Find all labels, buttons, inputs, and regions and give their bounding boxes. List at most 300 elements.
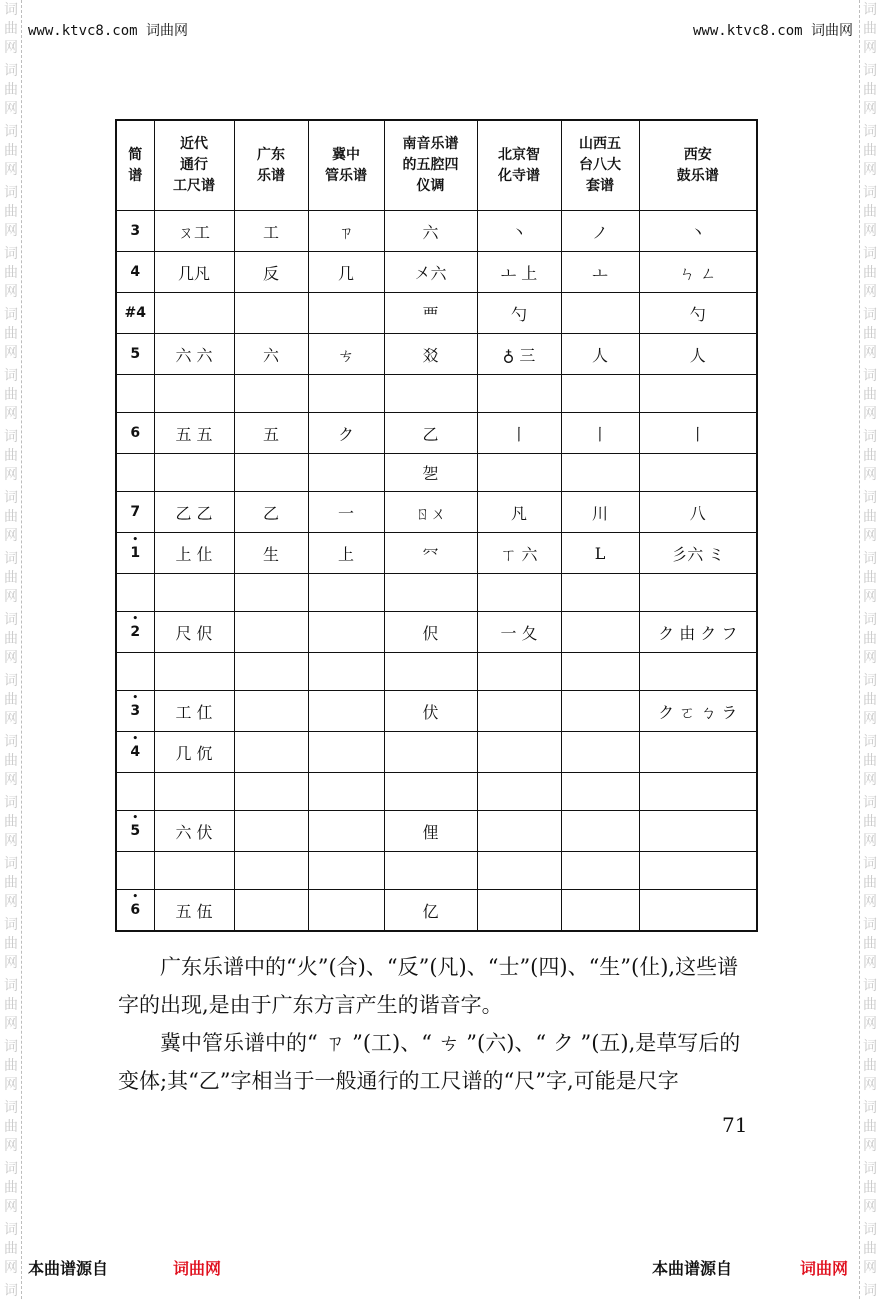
paragraph-1: 广东乐谱中的“火”(合)、“反”(凡)、“士”(四)、“生”(仩),这些谱字的出现,是由于广东方言产生的谐音字。 [118,955,739,1017]
watermark-char: 词 [863,856,877,872]
watermark-char: 词 [863,246,877,262]
watermark-char: 网 [4,589,18,605]
notation-cell [384,852,477,890]
notation-cell [154,574,234,612]
notation-cell [234,852,308,890]
watermark-char: 曲 [4,1119,18,1135]
watermark-char: 网 [863,162,877,178]
watermark-char: 曲 [863,753,877,769]
watermark-char: 网 [4,284,18,300]
jianpu-note: • 6 [130,902,140,918]
table-row [116,293,757,334]
notation-cell [561,852,639,890]
notation-cell: 丨 [639,413,757,454]
notation-cell [639,574,757,612]
watermark-char: 词 [863,1039,877,1055]
watermark-char: 网 [4,101,18,117]
notation-cell [234,732,308,773]
watermark-char: 曲 [4,21,18,37]
notation-cell: 五 [234,413,308,454]
watermark-char: 曲 [863,204,877,220]
table-row [116,413,757,454]
watermark-char: 曲 [4,509,18,525]
watermark-char: 曲 [4,570,18,586]
notation-cell: 亿 [384,890,477,932]
watermark-char: 曲 [863,326,877,342]
table-row [116,732,757,773]
watermark-char: 网 [4,650,18,666]
right-watermark-strip [859,0,881,1299]
notation-cell: 㓁 [384,533,477,574]
notation-cell: 生 [234,533,308,574]
notation-cell: ㄖㄨ [384,492,477,533]
watermark-char: 词 [4,63,18,79]
notation-cell [308,773,384,811]
watermark-char: 曲 [863,1119,877,1135]
watermark-char: 网 [863,345,877,361]
table-row [116,533,757,574]
column-header: 近代 通行 工尺谱 [154,120,234,211]
watermark-char: 词 [4,1100,18,1116]
watermark-char: 网 [4,528,18,544]
notation-cell: 丶 [639,211,757,252]
notation-cell [384,375,477,413]
jianpu-note-cell [116,691,154,732]
watermark-char: 词 [4,612,18,628]
notation-cell [154,852,234,890]
notation-cell [234,691,308,732]
notation-cell: 勺 [477,293,561,334]
watermark-char: 网 [4,1016,18,1032]
watermark-char: 网 [4,345,18,361]
watermark-char: 曲 [863,509,877,525]
watermark-char: 网 [863,894,877,910]
watermark-char: 词 [863,1283,877,1299]
notation-cell [154,773,234,811]
watermark-char: 网 [4,955,18,971]
table-row [116,252,757,293]
notation-cell [234,293,308,334]
watermark-char: 曲 [4,753,18,769]
jianpu-note-cell [116,533,154,574]
notation-cell: 俚 [384,811,477,852]
watermark-char: 曲 [863,387,877,403]
watermark-char: 曲 [863,21,877,37]
watermark-char: 曲 [4,692,18,708]
jianpu-note-cell [116,852,154,890]
notation-cell: 乙 [234,492,308,533]
notation-cell [561,612,639,653]
jianpu-note: • 4 [130,744,140,760]
notation-cell: 几凡 [154,252,234,293]
watermark-char: 词 [863,1161,877,1177]
watermark-char: 网 [4,223,18,239]
column-header: 简 谱 [116,120,154,211]
notation-cell: 人 [639,334,757,375]
header-left-site: 词曲网 [146,23,189,39]
watermark-char: 网 [4,406,18,422]
table-row [116,691,757,732]
watermark-char: 网 [863,284,877,300]
watermark-char: 网 [4,1077,18,1093]
watermark-char: 网 [4,162,18,178]
jianpu-note-cell [116,574,154,612]
notation-cell: ㅗ 上 [477,252,561,293]
watermark-char: 词 [863,429,877,445]
watermark-char: 网 [863,1260,877,1276]
left-dashed-divider [21,0,22,1299]
watermark-char: 词 [863,673,877,689]
footer-site-right[interactable]: 词曲网 [800,1259,849,1278]
watermark-char: 网 [863,406,877,422]
notation-cell: 㐅六 [384,252,477,293]
watermark-char: 网 [863,711,877,727]
notation-cell: 丶 [477,211,561,252]
notation-cell: 凡 [477,492,561,533]
watermark-char: 词 [4,1161,18,1177]
notation-cell [308,811,384,852]
watermark-char: 词 [863,2,877,18]
notation-cell: 几 伔 [154,732,234,773]
notation-cell [639,375,757,413]
notation-cell: ク 由 ク フ [639,612,757,653]
notation-cell: 川 [561,492,639,533]
watermark-char: 网 [863,1199,877,1215]
notation-cell: 㸚 [384,334,477,375]
notation-comparison-table [115,119,758,932]
table-row [116,773,757,811]
notation-cell: 六 伏 [154,811,234,852]
notation-cell: 六 [234,334,308,375]
notation-cell: 五 伍 [154,890,234,932]
watermark-char: 词 [863,368,877,384]
watermark-char: 曲 [4,204,18,220]
notation-cell [639,852,757,890]
notation-cell [234,375,308,413]
notation-cell: 人 [561,334,639,375]
header-right-site: 词曲网 [811,23,853,39]
jianpu-note-cell [116,773,154,811]
watermark-char: 词 [863,185,877,201]
jianpu-note-cell [116,732,154,773]
notation-cell [639,773,757,811]
watermark-char: 词 [4,2,18,18]
notation-cell: 五 五 [154,413,234,454]
footer-site-left[interactable]: 词曲网 [173,1259,222,1278]
jianpu-note: 7 [130,504,141,520]
watermark-char: 词 [4,673,18,689]
watermark-char: 曲 [863,936,877,952]
notation-cell [561,890,639,932]
notation-cell [234,574,308,612]
notation-cell [154,293,234,334]
notation-cell: 伏 [384,691,477,732]
jianpu-note-cell [116,890,154,932]
notation-cell [477,454,561,492]
notation-cell [561,574,639,612]
notation-cell: 工 仜 [154,691,234,732]
notation-cell: 六 六 [154,334,234,375]
watermark-char: 词 [863,917,877,933]
header-right [693,20,853,40]
watermark-char: 词 [863,490,877,506]
watermark-char: 网 [863,955,877,971]
notation-cell: 六 [384,211,477,252]
watermark-char: 词 [4,185,18,201]
notation-cell [477,574,561,612]
watermark-char: 曲 [863,448,877,464]
watermark-char: 网 [863,1016,877,1032]
notation-cell [234,890,308,932]
jianpu-note: 6 [130,425,141,441]
column-header: 冀中 管乐谱 [308,120,384,211]
watermark-char: 曲 [863,1180,877,1196]
notation-cell [561,732,639,773]
notation-cell [234,454,308,492]
table-row [116,454,757,492]
watermark-char: 词 [863,612,877,628]
watermark-char: 曲 [4,326,18,342]
watermark-char: 词 [4,429,18,445]
watermark-char: 词 [4,246,18,262]
table-row [116,375,757,413]
watermark-char: 曲 [4,82,18,98]
watermark-char: 曲 [863,82,877,98]
notation-cell: 上 [308,533,384,574]
watermark-char: 曲 [4,387,18,403]
notation-cell: 反 [234,252,308,293]
watermark-char: 网 [863,467,877,483]
notation-cell: ㄒ 六 [477,533,561,574]
column-header: 北京智 化寺谱 [477,120,561,211]
watermark-char: 曲 [4,448,18,464]
footer-source-label-left: 本曲谱源自 [28,1259,109,1278]
watermark-char: 网 [4,1199,18,1215]
jianpu-note: • 1 [130,545,140,561]
watermark-char: 词 [4,856,18,872]
notation-cell [639,811,757,852]
jianpu-note: 5 [130,346,141,362]
watermark-char: 网 [863,528,877,544]
notation-cell [308,653,384,691]
jianpu-note: • 5 [130,823,140,839]
notation-cell: 勺 [639,293,757,334]
watermark-char: 曲 [863,997,877,1013]
watermark-char: 曲 [4,265,18,281]
table-row [116,211,757,252]
watermark-char: 网 [863,223,877,239]
header-right-url: www.ktvc8.com [692,23,803,39]
jianpu-note: • 3 [130,703,140,719]
notation-cell [308,375,384,413]
watermark-char: 词 [863,734,877,750]
watermark-char: 曲 [4,1058,18,1074]
watermark-char: 网 [4,894,18,910]
jianpu-note-cell [116,293,154,334]
notation-cell [477,375,561,413]
header-left-url: www.ktvc8.com [28,23,138,39]
notation-cell: 覀 [384,293,477,334]
notation-cell [477,691,561,732]
column-header: 西安 鼓乐谱 [639,120,757,211]
notation-cell: ㄗ [308,211,384,252]
watermark-char: 网 [4,772,18,788]
notation-cell [561,653,639,691]
notation-cell: 丨 [477,413,561,454]
jianpu-note: 3 [130,223,141,239]
jianpu-note: 4 [130,264,141,280]
jianpu-note-cell [116,492,154,533]
column-header: 山西五 台八大 套谱 [561,120,639,211]
watermark-char: 曲 [4,631,18,647]
jianpu-note: #4 [124,305,146,321]
watermark-char: 曲 [863,631,877,647]
jianpu-note-cell [116,252,154,293]
notation-cell [477,653,561,691]
watermark-char: 网 [863,833,877,849]
notation-cell [308,454,384,492]
notation-cell: 一 夂 [477,612,561,653]
notation-cell [234,773,308,811]
notation-cell: ㄘ [308,334,384,375]
watermark-char: 词 [4,551,18,567]
jianpu-note-cell [116,375,154,413]
watermark-char: 曲 [4,143,18,159]
watermark-char: 词 [863,551,877,567]
jianpu-note-cell [116,811,154,852]
watermark-char: 词 [863,307,877,323]
notation-cell: ㅗ [561,252,639,293]
notation-cell: 八 [639,492,757,533]
notation-cell: 一 [308,492,384,533]
notation-cell: 乫 [384,454,477,492]
watermark-char: 词 [863,124,877,140]
notation-cell [308,293,384,334]
table-row [116,492,757,533]
notation-cell: 上 仩 [154,533,234,574]
notation-cell [384,653,477,691]
notation-cell [384,574,477,612]
notation-cell: ㄡ工 [154,211,234,252]
table-row [116,334,757,375]
notation-cell: 彡六 ミ [639,533,757,574]
watermark-char: 词 [4,917,18,933]
notation-cell [308,691,384,732]
notation-cell [154,454,234,492]
watermark-char: 曲 [4,997,18,1013]
page-number: 71 [722,1113,748,1137]
notation-cell [561,454,639,492]
right-dashed-divider [859,0,860,1299]
table-header-row [116,120,757,211]
watermark-char: 曲 [863,814,877,830]
jianpu-note-cell [116,211,154,252]
watermark-char: 曲 [4,875,18,891]
notation-cell [477,732,561,773]
watermark-char: 曲 [863,1241,877,1257]
notation-cell [561,773,639,811]
watermark-char: 网 [863,1138,877,1154]
table-row [116,890,757,932]
watermark-char: 词 [4,490,18,506]
watermark-char: 词 [4,1222,18,1238]
notation-cell: 几 [308,252,384,293]
watermark-char: 曲 [863,1058,877,1074]
notation-cell [477,811,561,852]
watermark-char: 词 [863,1100,877,1116]
watermark-char: 曲 [863,570,877,586]
watermark-char: 词 [863,795,877,811]
notation-cell [154,653,234,691]
jianpu-note-cell [116,334,154,375]
jianpu-note-cell [116,413,154,454]
table-row [116,653,757,691]
watermark-char: 曲 [863,143,877,159]
notation-cell [234,653,308,691]
notation-cell [561,811,639,852]
notation-cell: 伬 [384,612,477,653]
watermark-char: 网 [4,467,18,483]
watermark-char: 词 [4,1283,18,1299]
header-left [28,20,188,40]
column-header: 广东 乐谱 [234,120,308,211]
notation-cell [308,612,384,653]
notation-cell: 工 [234,211,308,252]
jianpu-note-cell [116,612,154,653]
watermark-char: 网 [863,650,877,666]
watermark-char: 网 [863,772,877,788]
notation-cell [384,732,477,773]
notation-cell [308,890,384,932]
notation-cell: ク [308,413,384,454]
footer-source-label-right: 本曲谱源自 [652,1259,733,1278]
watermark-char: 网 [863,1077,877,1093]
watermark-char: 网 [4,1138,18,1154]
watermark-char: 曲 [4,936,18,952]
watermark-char: 网 [4,40,18,56]
notation-cell [154,375,234,413]
notation-cell [639,890,757,932]
watermark-char: 曲 [863,265,877,281]
notation-cell: 乙 乙 [154,492,234,533]
watermark-char: 曲 [863,692,877,708]
jianpu-note-cell [116,454,154,492]
watermark-char: 网 [863,589,877,605]
watermark-char: 词 [863,978,877,994]
notation-cell: L [561,533,639,574]
watermark-char: 词 [4,307,18,323]
watermark-char: 网 [4,833,18,849]
notation-cell [639,653,757,691]
notation-cell: ♁ 三 [477,334,561,375]
watermark-char: 词 [4,1039,18,1055]
jianpu-note: • 2 [130,624,140,640]
notation-cell [639,454,757,492]
paragraph-2: 冀中管乐谱中的“ ㄗ ”(工)、“ ㄘ ”(六)、“ ク ”(五),是草写后的变体;其“乙”字相当于一般通行的工尺谱的“尺”字,可能是尺字 [118,1031,741,1093]
notation-cell [384,773,477,811]
notation-cell [234,811,308,852]
notation-cell [308,852,384,890]
notation-cell [308,732,384,773]
watermark-char: 词 [863,1222,877,1238]
watermark-char: 曲 [4,814,18,830]
watermark-char: 曲 [4,1241,18,1257]
left-watermark-strip [0,0,22,1299]
watermark-char: 词 [863,63,877,79]
notation-cell [477,773,561,811]
column-header: 南音乐谱 的五腔四 仪调 [384,120,477,211]
notation-cell: ノ [561,211,639,252]
